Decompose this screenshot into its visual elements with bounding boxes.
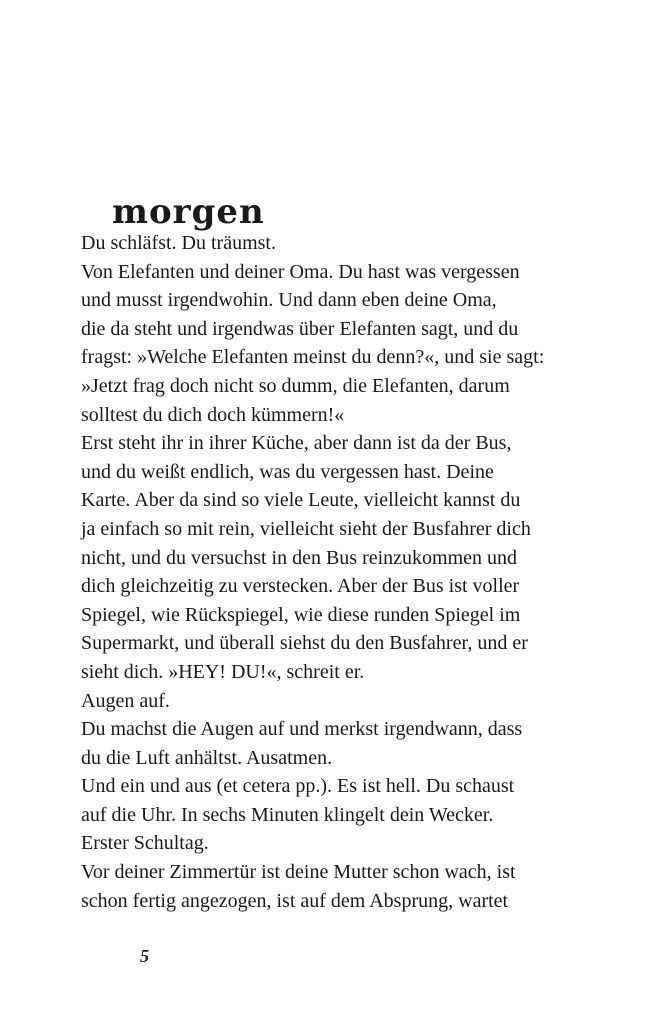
text-line: Karte. Aber da sind so viele Leute, vielleicht kannst du [81,489,521,512]
text-line: Von Elefanten und deiner Oma. Du hast was vergessen [81,260,520,283]
text-line: dich gleichzeitig zu verstecken. Aber der Bus ist voller [81,575,520,598]
text-line: sieht dich. »HEY! DU!«, schreit er. [81,660,365,683]
text-line: Du machst die Augen auf und merkst irgendwann, dass [81,718,523,741]
text-line: die da steht und irgendwas über Elefanten sagt, und du [81,317,519,340]
body-text [81,229,581,915]
text-line: du die Luft anhältst. Ausatmen. [81,746,333,769]
text-line: ja einfach so mit rein, vielleicht sieht der Busfahrer dich [81,517,531,540]
text-line: »Jetzt frag doch nicht so dumm, die Elefanten, darum [81,374,510,397]
text-line: und musst irgendwohin. Und dann eben deine Oma, [81,289,497,312]
text-line: solltest du dich doch kümmern!« [81,403,345,426]
chapter-title: morgen [112,192,265,232]
text-line: Erst steht ihr in ihrer Küche, aber dann ist da der Bus, [81,432,512,455]
text-line: Und ein und aus (et cetera pp.). Es ist hell. Du schaust [81,775,515,798]
text-line: Vor deiner Zimmertür ist deine Mutter schon wach, ist [81,861,516,884]
text-line: Erster Schultag. [81,832,209,855]
text-line: Augen auf. [81,689,170,712]
text-line: schon fertig angezogen, ist auf dem Absprung, wartet [81,889,509,912]
text-line: Spiegel, wie Rückspiegel, wie diese runden Spiegel im [81,603,521,626]
page-number: 5 [140,946,149,966]
text-line: und du weißt endlich, was du vergessen hast. Deine [81,460,494,483]
text-line: nicht, und du versuchst in den Bus reinzukommen und [81,546,518,569]
text-line: fragst: »Welche Elefanten meinst du denn?«, und sie sagt: [81,346,545,369]
text-line: Supermarkt, und überall siehst du den Busfahrer, und er [81,632,528,655]
text-line: auf die Uhr. In sechs Minuten klingelt dein Wecker. [81,803,494,826]
text-line: Du schläfst. Du träumst. [81,232,276,254]
